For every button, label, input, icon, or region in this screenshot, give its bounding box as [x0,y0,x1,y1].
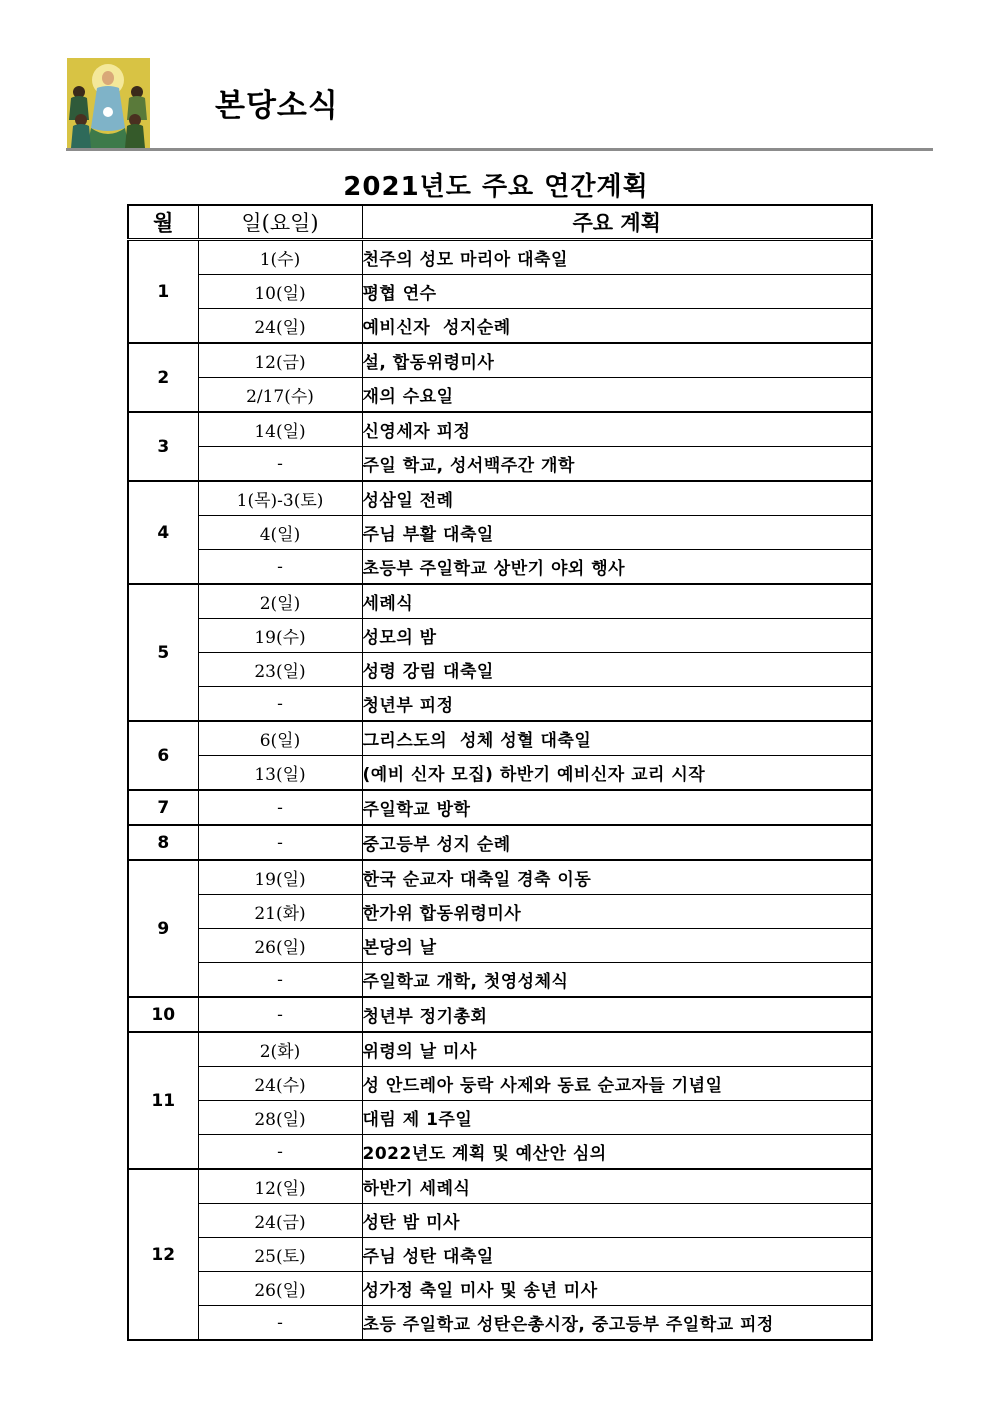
event-cell: 성모의 밤 [362,619,872,653]
column-header-day: 일(요일) [198,205,362,240]
table-row [128,790,872,825]
event-cell: 2022년도 계획 및 예산안 심의 [362,1135,872,1170]
day-cell: 24(수) [198,1067,362,1101]
table-row [128,963,872,998]
table-row [128,343,872,378]
event-cell: 설, 합동위령미사 [362,343,872,378]
month-cell: 10 [128,997,198,1032]
event-cell: 본당의 날 [362,929,872,963]
event-cell: 재의 수요일 [362,378,872,413]
event-cell: 성삼일 전례 [362,481,872,516]
table-row [128,721,872,756]
table-row [128,584,872,619]
day-cell: 1(목)-3(토) [198,481,362,516]
header-divider [66,148,933,151]
table-row [128,1306,872,1341]
table-row [128,240,872,275]
event-cell: 초등부 주일학교 상반기 야외 행사 [362,550,872,585]
day-cell: 19(일) [198,860,362,895]
day-cell: - [198,1306,362,1341]
month-cell: 1 [128,240,198,344]
day-cell: - [198,687,362,722]
day-cell: 1(수) [198,240,362,275]
event-cell: 주일 학교, 성서백주간 개학 [362,447,872,482]
day-cell: 4(일) [198,516,362,550]
month-cell: 11 [128,1032,198,1169]
event-cell: 성탄 밤 미사 [362,1204,872,1238]
day-cell: 23(일) [198,653,362,687]
section-title: 본당소식 [215,88,339,124]
month-cell: 4 [128,481,198,584]
event-cell: 중고등부 성지 순례 [362,825,872,860]
table-row [128,516,872,550]
day-cell: - [198,963,362,998]
event-cell: 성가정 축일 미사 및 송년 미사 [362,1272,872,1306]
day-cell: 28(일) [198,1101,362,1135]
event-cell: 천주의 성모 마리아 대축일 [362,240,872,275]
day-cell: 14(일) [198,412,362,447]
month-cell: 8 [128,825,198,860]
table-row [128,275,872,309]
event-cell: 청년부 정기총회 [362,997,872,1032]
day-cell: 12(일) [198,1169,362,1204]
month-cell: 7 [128,790,198,825]
month-cell: 3 [128,412,198,481]
table-row [128,1135,872,1170]
day-cell: - [198,790,362,825]
day-cell: - [198,825,362,860]
month-cell: 12 [128,1169,198,1340]
table-row [128,653,872,687]
event-cell: 한가위 합동위령미사 [362,895,872,929]
table-row [128,550,872,585]
event-cell: 성 안드레아 둥락 사제와 동료 순교자들 기념일 [362,1067,872,1101]
day-cell: 24(금) [198,1204,362,1238]
table-row [128,860,872,895]
month-cell: 5 [128,584,198,721]
day-cell: 2(일) [198,584,362,619]
table-header-row [128,205,872,240]
event-cell: 하반기 세례식 [362,1169,872,1204]
event-cell: 대림 제 1주일 [362,1101,872,1135]
event-cell: 한국 순교자 대축일 경축 이동 [362,860,872,895]
day-cell: 12(금) [198,343,362,378]
table-row [128,1032,872,1067]
table-row [128,1238,872,1272]
table-row [128,378,872,413]
table-row [128,1272,872,1306]
event-cell: 예비신자 성지순례 [362,309,872,344]
event-cell: 주일학교 개학, 첫영성체식 [362,963,872,998]
column-header-month: 월 [128,205,198,240]
parish-logo [67,58,150,148]
table-row [128,1204,872,1238]
table-row [128,1101,872,1135]
month-cell: 2 [128,343,198,412]
table-row [128,756,872,791]
day-cell: 2(화) [198,1032,362,1067]
month-cell: 6 [128,721,198,790]
day-cell: 21(화) [198,895,362,929]
event-cell: 그리스도의 성체 성혈 대축일 [362,721,872,756]
day-cell: 26(일) [198,929,362,963]
event-cell: 주님 부활 대축일 [362,516,872,550]
event-cell: 주일학교 방학 [362,790,872,825]
table-row [128,997,872,1032]
event-cell: 신영세자 피정 [362,412,872,447]
month-cell: 9 [128,860,198,997]
table-row [128,619,872,653]
table-row [128,412,872,447]
day-cell: 10(일) [198,275,362,309]
table-row [128,447,872,482]
day-cell: 24(일) [198,309,362,344]
table-row [128,481,872,516]
event-cell: 청년부 피정 [362,687,872,722]
column-header-plan: 주요 계획 [362,205,872,240]
table-body [128,240,872,1341]
table-row [128,895,872,929]
document-title: 2021년도 주요 연간계획 [343,172,649,202]
annual-plan-table [127,204,873,1341]
table-row [128,929,872,963]
day-cell: - [198,997,362,1032]
event-cell: 초등 주일학교 성탄은총시장, 중고등부 주일학교 피정 [362,1306,872,1341]
day-cell: 25(토) [198,1238,362,1272]
day-cell: 2/17(수) [198,378,362,413]
event-cell: 평협 연수 [362,275,872,309]
day-cell: 19(수) [198,619,362,653]
day-cell: - [198,550,362,585]
table-row [128,309,872,344]
event-cell: 주님 성탄 대축일 [362,1238,872,1272]
event-cell: 세례식 [362,584,872,619]
table-row [128,687,872,722]
day-cell: - [198,447,362,482]
day-cell: 13(일) [198,756,362,791]
table-row [128,1169,872,1204]
event-cell: 위령의 날 미사 [362,1032,872,1067]
day-cell: 26(일) [198,1272,362,1306]
table-row [128,1067,872,1101]
table-row [128,825,872,860]
event-cell: 성령 강림 대축일 [362,653,872,687]
event-cell: (예비 신자 모집) 하반기 예비신자 교리 시작 [362,756,872,791]
day-cell: 6(일) [198,721,362,756]
day-cell: - [198,1135,362,1170]
